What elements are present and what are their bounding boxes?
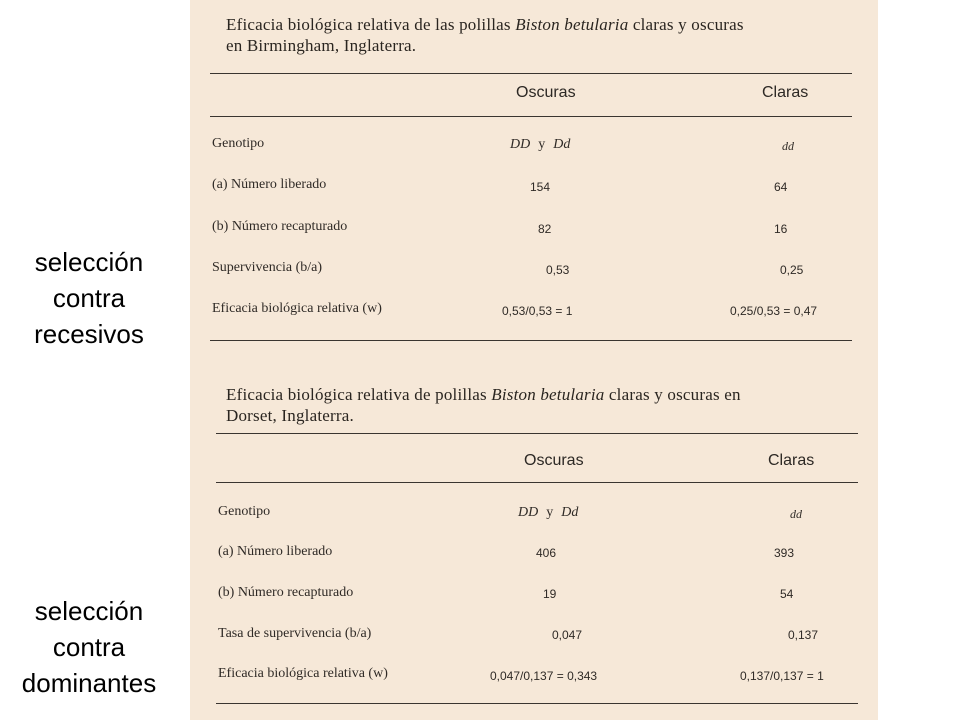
table2-title [226,384,741,426]
table2-released-light: 393 [774,546,795,560]
table1-fitness-label: Eficacia biológica relativa (w) [212,301,382,316]
table2-released-label: (a) Número liberado [218,544,333,559]
table1-top-rule [210,73,852,74]
side-label-line: contra [52,632,126,662]
table2-survival-light: 0,137 [788,628,819,642]
table2-col-dark: Oscuras [524,452,584,469]
table2-top-rule [216,433,858,434]
table2-title-text-end: claras y oscuras en [604,385,741,404]
table1-recaptured-label: (b) Número recapturado [212,219,348,234]
genotype-and: y [546,505,554,520]
table1-title-location: en Birmingham, Inglaterra. [226,36,417,55]
table2-title-text: Eficacia biológica relativa de polillas [226,385,492,404]
table1-released-label: (a) Número liberado [212,177,327,192]
table2-title-species: Biston betularia [491,385,605,404]
side-label-line: dominantes [21,668,157,698]
table2-fitness-dark: 0,047/0,137 = 0,343 [490,669,598,683]
side-label-line: contra [52,283,126,313]
table2-survival-label: Tasa de supervivencia (b/a) [218,626,372,641]
table1-col-light: Claras [762,84,809,101]
table1-fitness-dark: 0,53/0,53 = 1 [502,304,573,318]
table1-released-light: 64 [774,180,788,194]
table2-recaptured-label: (b) Número recapturado [218,585,354,600]
table1-col-dark: Oscuras [516,84,576,101]
table2-genotype-label: Genotipo [218,504,271,519]
genotype-Dd: Dd [561,505,579,520]
genotype-DD: DD [518,505,539,520]
table1-survival-light: 0,25 [780,263,804,277]
table2-recaptured-dark: 19 [543,587,557,601]
table2-recaptured-light: 54 [780,587,794,601]
table1-title-text-end: claras y oscuras [628,15,744,34]
table1-title-species: Biston betularia [515,15,629,34]
side-label-dominant [0,593,178,701]
table2-col-light: Claras [768,452,815,469]
table1-genotype-label: Genotipo [212,136,265,151]
table1-genotype-dark [510,137,570,153]
table2-fitness-label: Eficacia biológica relativa (w) [218,666,388,681]
table1-header-rule [210,116,852,117]
table2-genotype-dark [518,505,578,521]
table2-header-rule [216,482,858,483]
side-label-line: recesivos [34,319,144,349]
table1-genotype-light: dd [782,139,794,153]
side-label-line: selección [34,596,144,626]
table2-title-location: Dorset, Inglaterra. [226,406,354,425]
table2-released-dark: 406 [536,546,557,560]
table2-bottom-rule [216,703,858,704]
genotype-DD: DD [510,137,531,152]
table2-fitness-light: 0,137/0,137 = 1 [740,669,824,683]
table2-genotype-light: dd [790,507,802,521]
table2-survival-dark: 0,047 [552,628,583,642]
genotype-Dd: Dd [553,137,571,152]
table1-fitness-light: 0,25/0,53 = 0,47 [730,304,818,318]
scanned-page [190,0,878,720]
table1-released-dark: 154 [530,180,551,194]
table1-title [226,14,744,56]
table1-survival-label: Supervivencia (b/a) [212,260,323,275]
table1-recaptured-dark: 82 [538,222,552,236]
table1-bottom-rule [210,340,852,341]
side-label-recessive [0,244,178,352]
table1-recaptured-light: 16 [774,222,788,236]
side-label-line: selección [34,247,144,277]
table1-title-text: Eficacia biológica relativa de las polillas [226,15,516,34]
table1-survival-dark: 0,53 [546,263,570,277]
genotype-and: y [538,137,546,152]
